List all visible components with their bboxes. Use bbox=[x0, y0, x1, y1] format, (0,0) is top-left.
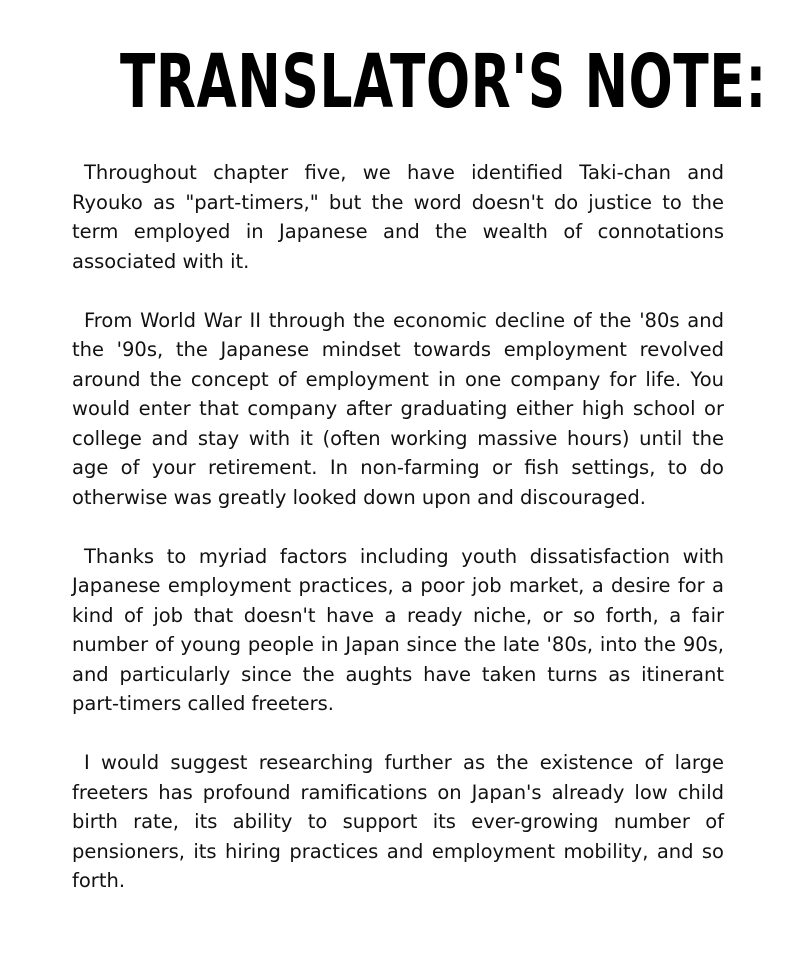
note-paragraph-3: Thanks to myriad factors including youth dissatisfaction with Japanese employment practices, a poor job market, a desire for a kind of job that doesn't have a ready niche, or so forth, a fair number of young people in Japan since the late '80s, into the 90s, and particularly since the aughts have taken turns as itinerant part-timers called freeters. bbox=[72, 544, 724, 715]
note-body bbox=[72, 158, 724, 896]
note-paragraph-1: Throughout chapter five, we have identified Taki-chan and Ryouko as "part-timers," but the word doesn't do justice to the term employed in Japanese and the wealth of connotations associated with it. bbox=[72, 161, 724, 273]
note-paragraph-4: I would suggest researching further as the existence of large freeters has profound ramifications on Japan's already low child birth rate, its ability to support its ever-growing number of pensioners, its hiring practices and employment mobility, and so forth. bbox=[72, 751, 724, 892]
note-paragraph-2: From World War II through the economic decline of the '80s and the '90s, the Japanese mindset towards employment revolved around the concept of employment in one company for life. You would enter that company after graduating either high school or college and stay with it (often working massive hours) until the age of your retirement. In non-farming or fish settings, to do otherwise was greatly looked down upon and discouraged. bbox=[72, 308, 724, 509]
page-title: TRANSLATOR'S NOTE: bbox=[120, 39, 767, 125]
